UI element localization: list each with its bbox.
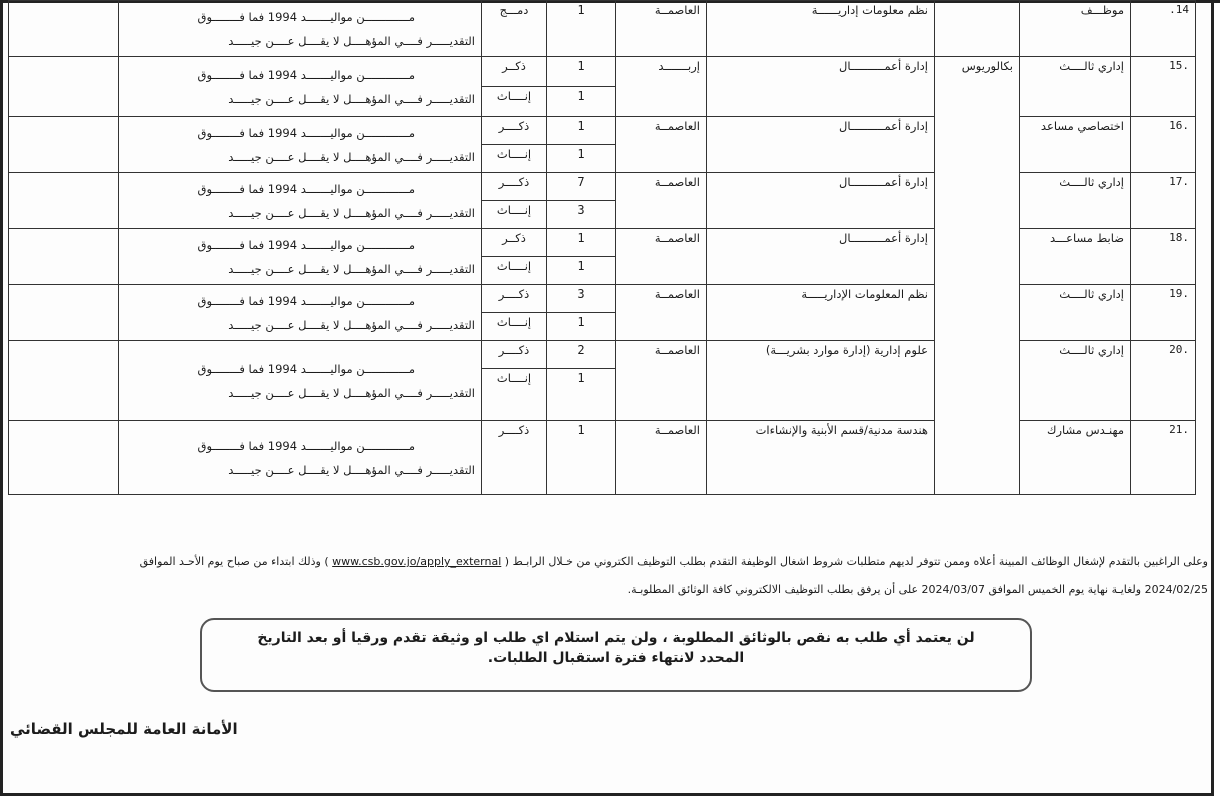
condition-line: التقديـــــر فــــي المؤهــــل لا يقــــل عــــن جيـــــد — [228, 91, 475, 106]
job-gender: ذكــــر — [482, 341, 547, 369]
notice-line-1 — [18, 548, 1208, 576]
job-location: العاصمــة — [616, 285, 707, 341]
job-number: .17 — [1131, 173, 1196, 229]
job-qualification — [935, 1, 1020, 57]
job-number: .16 — [1131, 117, 1196, 173]
job-conditions — [119, 117, 482, 173]
job-location: العاصمــة — [616, 1, 707, 57]
job-title: مهنـدس مشارك — [1020, 421, 1131, 495]
job-number: .21 — [1131, 421, 1196, 495]
condition-line: التقديـــــر فــــي المؤهــــل لا يقــــل عــــن جيـــــد — [228, 205, 475, 220]
note-line-1: لن يعتمد أي طلب به نقص بالوثائق المطلوبة ، ولن يتم استلام اي طلب او وثيقة تقدم ورقيا أو بعد التاريخ — [257, 630, 975, 646]
condition-line: التقديـــــر فــــي المؤهــــل لا يقــــل عــــن جيـــــد — [228, 149, 475, 164]
job-specialization: إدارة أعمــــــــــال — [707, 173, 935, 229]
condition-line: التقديـــــر فــــي المؤهــــل لا يقــــل عــــن جيـــــد — [228, 317, 475, 332]
job-gender: إنــــاث — [482, 201, 547, 229]
apply-link[interactable]: www.csb.gov.jo/apply_external — [332, 555, 502, 568]
condition-line: التقديـــــر فــــي المؤهــــل لا يقــــل عــــن جيـــــد — [228, 33, 475, 48]
notice-line-2: 2024/02/25 ولغايـة نهاية يوم الخميس الموافق 2024/03/07 على أن يرفق بطلب التوظيف الالكتروني كافة الوثائق المطلوبـة. — [627, 583, 1208, 596]
job-gender: ذكــــر — [482, 421, 547, 495]
notice-text-a: وعلى الراغبين بالتقدم لإشغال الوظائف المبينة أعلاه وممن تتوفر لديهم متطلبات شروط اشغال الوظيفة التقدم بطلب التوظيف الكتروني من خـلال الرابـط ( — [504, 555, 1208, 568]
job-gender: ذكــــر — [482, 285, 547, 313]
job-specialization: نظم معلومات إداريــــــة — [707, 1, 935, 57]
job-count: 3 — [547, 285, 616, 313]
blank-column — [9, 117, 119, 173]
job-specialization: إدارة أعمــــــــــال — [707, 117, 935, 173]
job-specialization: علوم إدارية (إدارة موارد بشريـــة) — [707, 341, 935, 421]
job-conditions — [119, 421, 482, 495]
condition-line: مـــــــــــــن مواليـــــــد 1994 فما فــــــــوق — [197, 125, 415, 140]
job-count: 1 — [547, 369, 616, 421]
job-gender: إنــــاث — [482, 87, 547, 117]
condition-line: مـــــــــــــن مواليـــــــد 1994 فما فــــــــوق — [197, 237, 415, 252]
job-gender: ذكــر — [482, 229, 547, 257]
condition-line: مـــــــــــــن مواليـــــــد 1994 فما فــــــــوق — [197, 361, 415, 376]
job-count: 1 — [547, 229, 616, 257]
jobs-table-body — [9, 1, 1196, 495]
important-note-box — [200, 618, 1032, 692]
job-title: إداري ثالــــث — [1020, 57, 1131, 117]
job-location: العاصمــة — [616, 117, 707, 173]
condition-line: مـــــــــــــن مواليـــــــد 1994 فما فــــــــوق — [197, 9, 415, 24]
job-count: 1 — [547, 87, 616, 117]
condition-line: التقديـــــر فــــي المؤهــــل لا يقــــل عــــن جيـــــد — [228, 385, 475, 400]
job-conditions — [119, 341, 482, 421]
table-row — [9, 57, 1196, 87]
job-gender: إنــــاث — [482, 145, 547, 173]
blank-column — [9, 173, 119, 229]
job-title: إداري ثالــــث — [1020, 341, 1131, 421]
job-location: إربـــــــد — [616, 57, 707, 117]
job-location: العاصمــة — [616, 421, 707, 495]
condition-line: التقديـــــر فــــي المؤهــــل لا يقــــل عــــن جيـــــد — [228, 462, 475, 477]
job-number: .19 — [1131, 285, 1196, 341]
job-qualification: بكالوريوس — [935, 57, 1020, 495]
job-title: موظـــف — [1020, 1, 1131, 57]
job-count: 1 — [547, 57, 616, 87]
condition-line: مـــــــــــــن مواليـــــــد 1994 فما فــــــــوق — [197, 181, 415, 196]
job-count: 1 — [547, 117, 616, 145]
job-count: 1 — [547, 313, 616, 341]
job-conditions — [119, 229, 482, 285]
job-title: إداري ثالــــث — [1020, 285, 1131, 341]
job-location: العاصمــة — [616, 229, 707, 285]
job-conditions — [119, 173, 482, 229]
blank-column — [9, 285, 119, 341]
note-line-2: المحدد لانتهاء فترة استقبال الطلبات. — [487, 650, 745, 666]
job-number: .18 — [1131, 229, 1196, 285]
job-gender: ذكــر — [482, 57, 547, 87]
blank-column — [9, 229, 119, 285]
job-number: .15 — [1131, 57, 1196, 117]
condition-line: مـــــــــــــن مواليـــــــد 1994 فما فــــــــوق — [197, 67, 415, 82]
job-count: 1 — [547, 1, 616, 57]
condition-line: التقديـــــر فــــي المؤهــــل لا يقــــل عــــن جيـــــد — [228, 261, 475, 276]
application-notice — [18, 548, 1208, 604]
blank-column — [9, 57, 119, 117]
job-count: 7 — [547, 173, 616, 201]
job-specialization: هندسة مدنية/قسم الأبنية والإنشاءات — [707, 421, 935, 495]
job-gender: ذكــــر — [482, 173, 547, 201]
job-gender: دمـــج — [482, 1, 547, 57]
condition-line: مـــــــــــــن مواليـــــــد 1994 فما فــــــــوق — [197, 293, 415, 308]
job-gender: ذكــــر — [482, 117, 547, 145]
job-gender: إنــــاث — [482, 369, 547, 421]
signature-council: الأمانة العامة للمجلس القضائي — [10, 720, 238, 738]
job-number: .20 — [1131, 341, 1196, 421]
job-location: العاصمــة — [616, 173, 707, 229]
job-conditions — [119, 57, 482, 117]
job-count: 1 — [547, 421, 616, 495]
job-number: 14. — [1131, 1, 1196, 57]
table-row — [9, 1, 1196, 57]
job-conditions — [119, 285, 482, 341]
job-title: إداري ثالــــث — [1020, 173, 1131, 229]
job-count: 2 — [547, 341, 616, 369]
condition-line: مـــــــــــــن مواليـــــــد 1994 فما فــــــــوق — [197, 438, 415, 453]
jobs-table — [8, 0, 1196, 495]
job-specialization: إدارة أعمــــــــــال — [707, 229, 935, 285]
blank-column — [9, 341, 119, 421]
job-conditions — [119, 1, 482, 57]
job-specialization: إدارة أعمــــــــــال — [707, 57, 935, 117]
blank-column — [9, 421, 119, 495]
job-count: 3 — [547, 201, 616, 229]
job-title: ضابط مساعـــد — [1020, 229, 1131, 285]
job-title: اختصاصي مساعد — [1020, 117, 1131, 173]
job-location: العاصمــة — [616, 341, 707, 421]
job-count: 1 — [547, 145, 616, 173]
job-gender: إنــــاث — [482, 257, 547, 285]
blank-column — [9, 1, 119, 57]
notice-text-b: ) وذلك ابتداء من صباح يوم الأحـد الموافق — [139, 555, 329, 568]
job-count: 1 — [547, 257, 616, 285]
job-gender: إنــــاث — [482, 313, 547, 341]
job-specialization: نظم المعلومات الإداريـــــة — [707, 285, 935, 341]
